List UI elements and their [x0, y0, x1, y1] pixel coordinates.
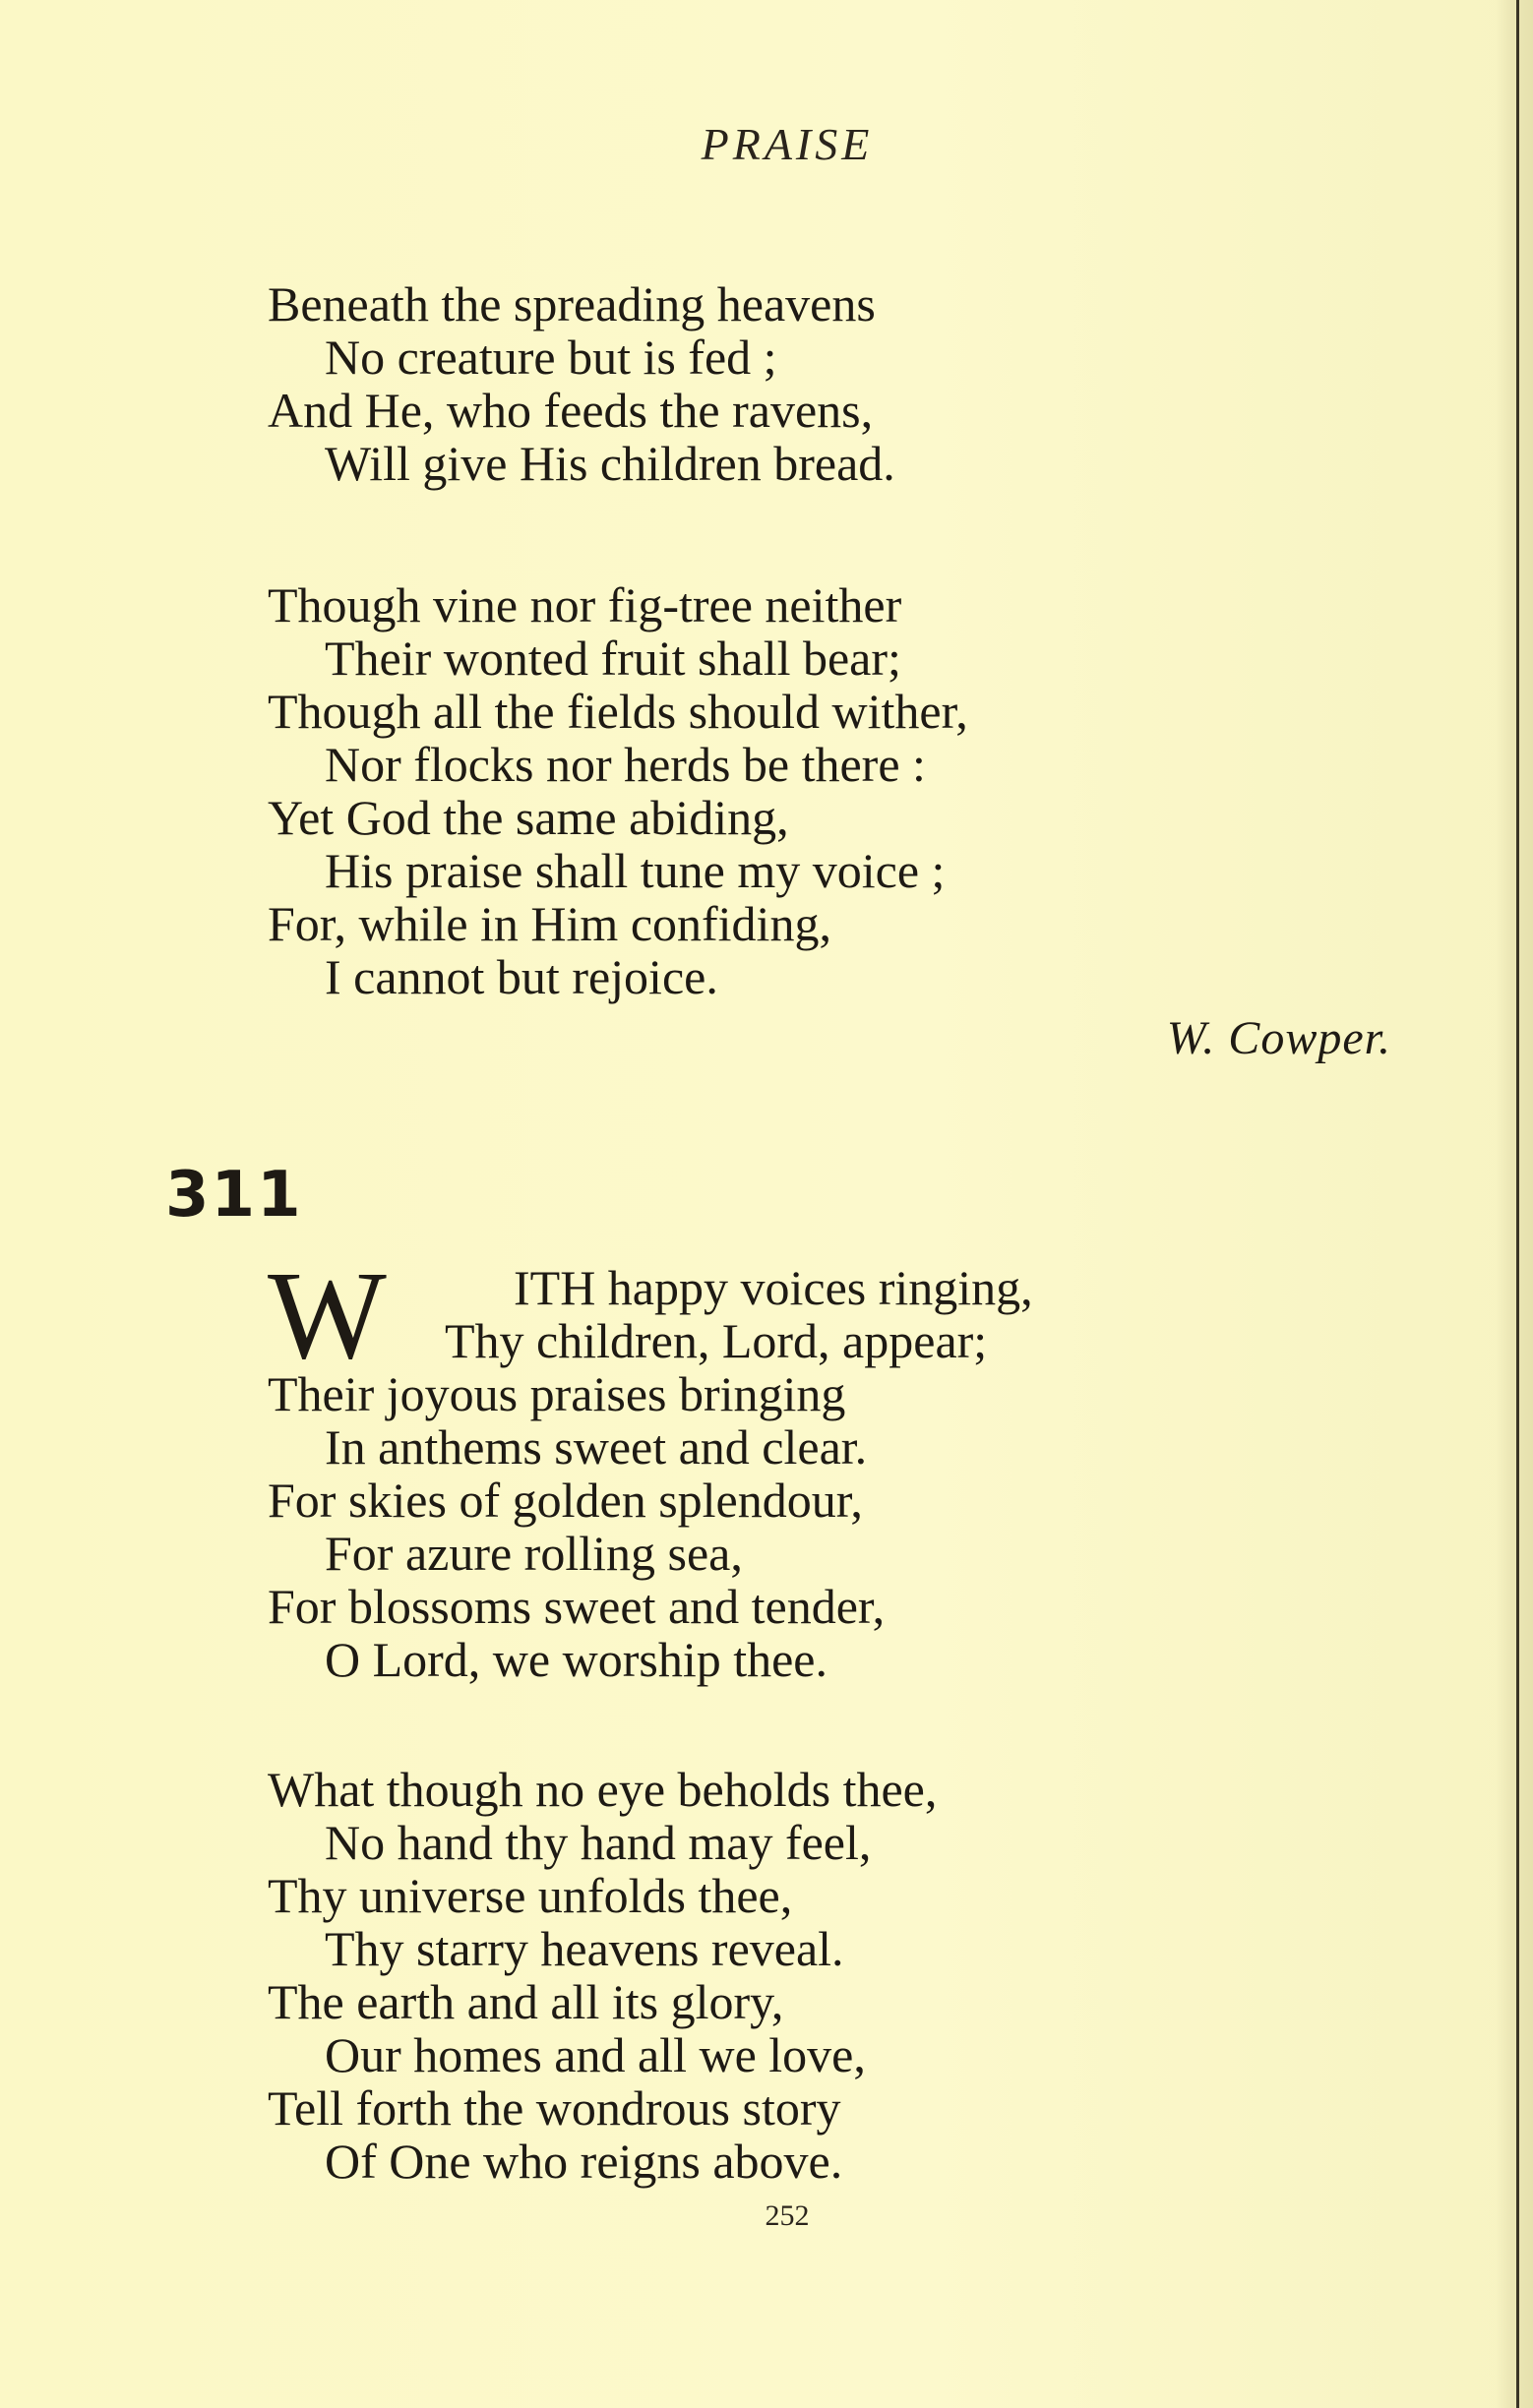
verse-line: Though vine nor fig-tree neither	[268, 577, 902, 632]
verse-line: Will give His children bread.	[325, 436, 895, 491]
author-attribution: W. Cowper.	[1166, 1012, 1391, 1064]
running-head: PRAISE	[701, 119, 874, 169]
verse-line: Yet God the same abiding,	[268, 790, 789, 845]
verse-line: For blossoms sweet and tender,	[268, 1579, 886, 1634]
verse-line: Their wonted fruit shall bear;	[325, 631, 901, 686]
hymn-number: 311	[165, 1159, 303, 1232]
verse-line: For skies of golden splendour,	[268, 1473, 863, 1528]
verse-line: In anthems sweet and clear.	[325, 1419, 868, 1475]
verse-line: His praise shall tune my voice ;	[325, 843, 946, 898]
verse-line: Though all the fields should wither,	[268, 684, 968, 739]
verse-line: O Lord, we worship thee.	[325, 1632, 828, 1687]
page-edge-shadow	[1496, 0, 1533, 2408]
verse-line: Of One who reigns above.	[325, 2134, 843, 2189]
verse-line: And He, who feeds the ravens,	[268, 383, 874, 438]
verse-line: What though no eye beholds thee,	[268, 1762, 938, 1817]
verse-line: Thy children, Lord, appear;	[445, 1313, 988, 1368]
verse-line: For azure rolling sea,	[325, 1526, 743, 1581]
verse-line: Tell forth the wondrous story	[268, 2080, 841, 2136]
verse-line: No hand thy hand may feel,	[325, 1815, 872, 1870]
verse-line: Their joyous praises bringing	[268, 1366, 846, 1421]
verse-line: ITH happy voices ringing,	[514, 1260, 1033, 1315]
verse-line: No creature but is fed ;	[325, 330, 777, 385]
hymn-311-stanza-2	[268, 1763, 937, 2188]
drop-cap: W	[268, 1245, 387, 1385]
stanza-2	[268, 578, 968, 1003]
verse-line: For, while in Him confiding,	[268, 896, 831, 951]
page-edge-line	[1516, 0, 1519, 2408]
page-number: 252	[765, 2199, 810, 2232]
hymn-311-stanza-1	[268, 1245, 1033, 1687]
verse-line: The earth and all its glory,	[268, 1974, 784, 2029]
verse-line: Our homes and all we love,	[325, 2027, 866, 2082]
verse-line: Thy starry heavens reveal.	[325, 1921, 844, 1976]
verse-line: Beneath the spreading heavens	[268, 276, 876, 331]
stanza-1	[268, 277, 895, 490]
verse-line: Nor flocks nor herds be there :	[325, 737, 926, 792]
verse-line: I cannot but rejoice.	[325, 949, 718, 1004]
verse-line: Thy universe unfolds thee,	[268, 1868, 793, 1923]
